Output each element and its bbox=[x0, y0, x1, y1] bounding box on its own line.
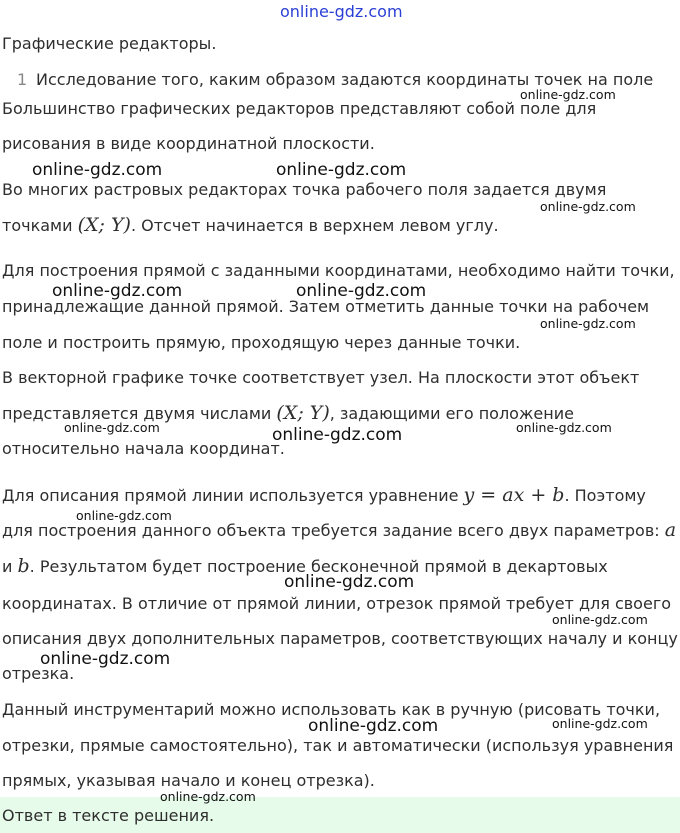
math-b: b bbox=[17, 555, 30, 577]
math-xy-2: (X; Y) bbox=[276, 402, 330, 424]
text-line-11-end: . Поэтому bbox=[564, 486, 646, 505]
watermark-top: online-gdz.com bbox=[280, 2, 403, 21]
text-line-16: отрезка. bbox=[2, 664, 75, 683]
text-line-1: Большинство графических редакторов представляют собой поле для bbox=[2, 99, 597, 118]
page-title: Графические редакторы. bbox=[2, 34, 217, 53]
text-line-15: описания двух дополнительных параметров, соответствующих началу и концу bbox=[2, 629, 678, 648]
math-xy-1: (X; Y) bbox=[77, 214, 131, 236]
watermark: online-gdz.com bbox=[52, 281, 183, 301]
text-line-10: относительно начала координат. bbox=[2, 439, 285, 458]
answer-text: Ответ в тексте решения. bbox=[2, 806, 215, 825]
text-line-4-start: точками bbox=[2, 216, 73, 235]
watermark: online-gdz.com bbox=[516, 420, 612, 435]
text-line-13-end: . Результатом будет построение бесконечной прямой в декартовых bbox=[29, 557, 608, 576]
answer-box bbox=[0, 797, 680, 833]
text-line-18: отрезки, прямые самостоятельно), так и автоматически (используя уравнения bbox=[2, 736, 674, 755]
watermark: online-gdz.com bbox=[76, 508, 172, 523]
text-line-3: Во многих растровых редакторах точка рабочего поля задается двумя bbox=[2, 180, 607, 199]
watermark: online-gdz.com bbox=[296, 281, 427, 301]
text-line-4 bbox=[2, 215, 499, 236]
watermark: online-gdz.com bbox=[276, 160, 407, 180]
math-a: a bbox=[664, 519, 677, 541]
watermark: online-gdz.com bbox=[520, 87, 616, 102]
watermark: online-gdz.com bbox=[64, 420, 160, 435]
text-line-17: Данный инструментарий можно использовать как в ручную (рисовать точки, bbox=[2, 700, 661, 719]
watermark: online-gdz.com bbox=[160, 789, 256, 804]
watermark: online-gdz.com bbox=[40, 649, 171, 669]
watermark: online-gdz.com bbox=[552, 612, 648, 627]
text-line-2: рисования в виде координатной плоскости. bbox=[2, 134, 375, 153]
text-line-8: В векторной графике точке соответствует узел. На плоскости этот объект bbox=[2, 368, 640, 387]
text-line-9-start: представляется двумя числами bbox=[2, 404, 272, 423]
math-line-equation: y = ax + b bbox=[463, 484, 565, 506]
text-line-6: принадлежащие данной прямой. Затем отметить данные точки на рабочем bbox=[2, 297, 650, 316]
watermark: online-gdz.com bbox=[308, 716, 439, 736]
text-line-12 bbox=[2, 520, 676, 541]
watermark: online-gdz.com bbox=[540, 316, 636, 331]
item-number: 1 bbox=[17, 70, 28, 89]
text-line-14: координатах. В отличие от прямой линии, отрезок прямой требует для своего bbox=[2, 594, 672, 613]
text-line-9-end: , задающими его положение bbox=[329, 404, 574, 423]
text-line-5: Для построения прямой с заданными координатами, необходимо найти точки, bbox=[2, 261, 675, 280]
watermark: online-gdz.com bbox=[284, 572, 415, 592]
watermark: online-gdz.com bbox=[552, 716, 648, 731]
watermark: online-gdz.com bbox=[272, 425, 403, 445]
text-line-11-start: Для описания прямой линии используется уравнение bbox=[2, 486, 459, 505]
text-line-13-pre: и bbox=[2, 557, 13, 576]
text-line-7: поле и построить прямую, проходящую через данные точки. bbox=[2, 333, 521, 352]
text-line-4-end: . Отсчет начинается в верхнем левом углу. bbox=[130, 216, 499, 235]
text-line-11 bbox=[2, 485, 646, 506]
text-line-12-start: для построения данного объекта требуется задание всего двух параметров: bbox=[2, 521, 660, 540]
watermark: online-gdz.com bbox=[540, 199, 636, 214]
text-line-19: прямых, указывая начало и конец отрезка). bbox=[2, 771, 375, 790]
watermark: online-gdz.com bbox=[32, 160, 163, 180]
item-title: Исследование того, каким образом задаются координаты точек на поле bbox=[36, 70, 654, 89]
